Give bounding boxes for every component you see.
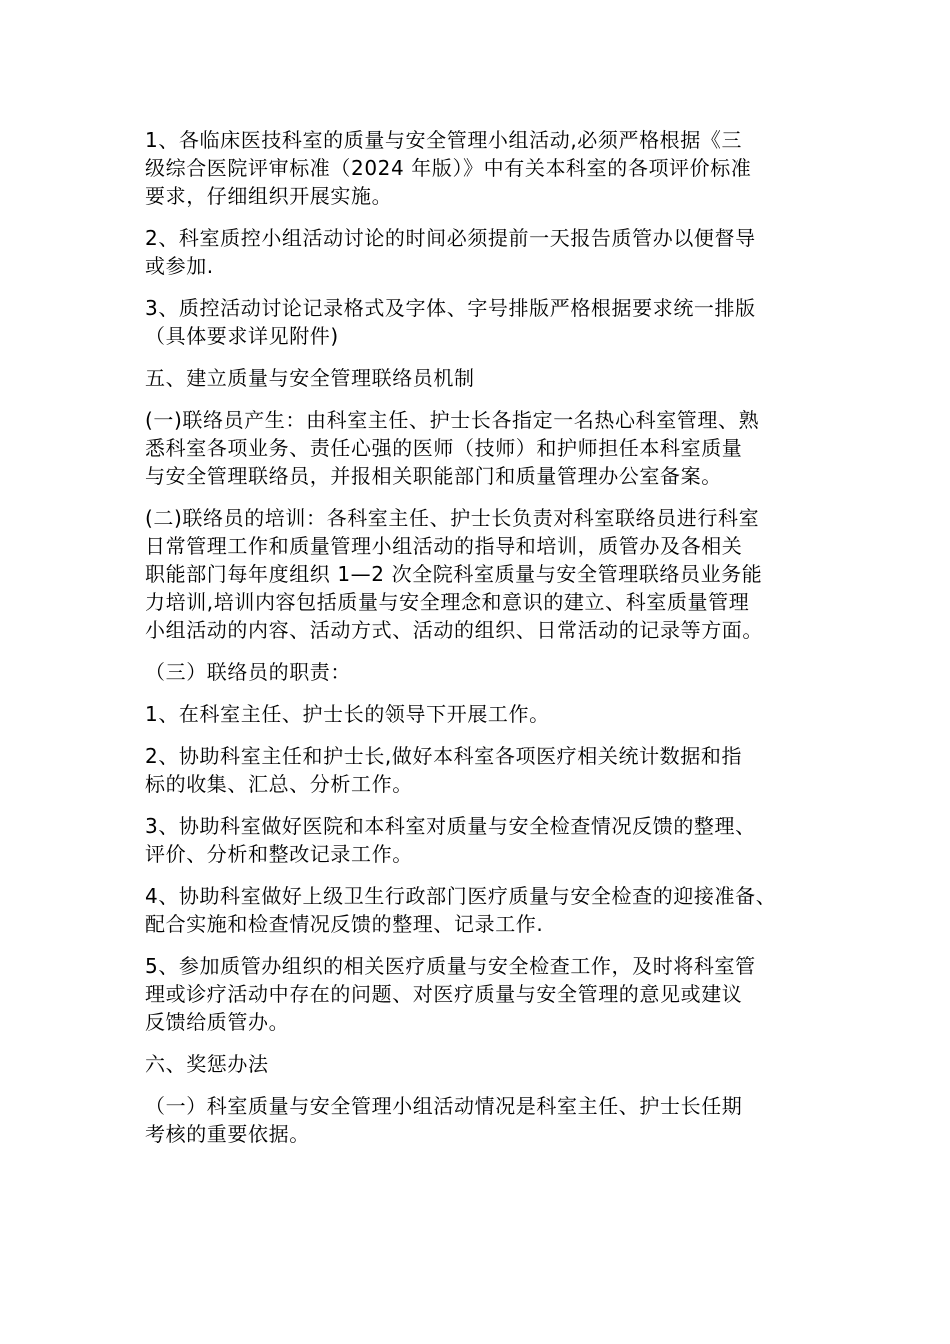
text-line: 4、协助科室做好上级卫生行政部门医疗质量与安全检查的迎接准备、 — [145, 884, 777, 908]
text-line: 1、各临床医技科室的质量与安全管理小组活动,必须严格根据《三 — [145, 128, 743, 152]
text-line: 力培训,培训内容包括质量与安全理念和意识的建立、科室质量管理 — [145, 590, 750, 614]
text-line: 与安全管理联络员，并报相关职能部门和质量管理办公室备案。 — [145, 464, 722, 488]
paragraph — [145, 882, 830, 938]
text-line: 考核的重要依据。 — [145, 1122, 310, 1146]
paragraph — [145, 294, 830, 350]
text-line: 配合实施和检查情况反馈的整理、记录工作. — [145, 912, 544, 936]
text-line: 悉科室各项业务、责任心强的医师（技师）和护师担任本科室质量 — [145, 436, 743, 460]
paragraph — [145, 504, 830, 644]
text-line: 5、参加质管办组织的相关医疗质量与安全检查工作，及时将科室管 — [145, 954, 756, 978]
text-line: 2、科室质控小组活动讨论的时间必须提前一天报告质管办以便督导 — [145, 226, 756, 250]
paragraph — [145, 812, 830, 868]
text-line: 小组活动的内容、活动方式、活动的组织、日常活动的记录等方面。 — [145, 618, 763, 642]
text-line: 标的收集、汇总、分析工作。 — [145, 772, 413, 796]
text-line: 理或诊疗活动中存在的问题、对医疗质量与安全管理的意见或建议 — [145, 982, 743, 1006]
text-line: (二)联络员的培训：各科室主任、护士长负责对科室联络员进行科室 — [145, 506, 760, 530]
text-line: (一)联络员产生：由科室主任、护士长各指定一名热心科室管理、熟 — [145, 408, 760, 432]
text-line: 要求，仔细组织开展实施。 — [145, 184, 393, 208]
paragraph — [145, 952, 830, 1036]
paragraph — [145, 658, 830, 686]
text-line: 六、奖惩办法 — [145, 1052, 269, 1076]
paragraph — [145, 700, 830, 728]
text-line: 反馈给质管办。 — [145, 1010, 290, 1034]
text-line: 3、协助科室做好医院和本科室对质量与安全检查情况反馈的整理、 — [145, 814, 756, 838]
paragraph — [145, 742, 830, 798]
paragraph — [145, 126, 830, 210]
text-line: （具体要求详见附件) — [145, 324, 339, 348]
paragraph — [145, 364, 830, 392]
text-line: 1、在科室主任、护士长的领导下开展工作。 — [145, 702, 550, 726]
text-line: 职能部门每年度组织 1—2 次全院科室质量与安全管理联络员业务能 — [145, 562, 763, 586]
paragraph — [145, 406, 830, 490]
text-line: 3、质控活动讨论记录格式及字体、字号排版严格根据要求统一排版 — [145, 296, 756, 320]
text-line: 级综合医院评审标准（2024 年版）》中有关本科室的各项评价标准 — [145, 156, 752, 180]
paragraph — [145, 1050, 830, 1078]
text-line: 评价、分析和整改记录工作。 — [145, 842, 413, 866]
paragraph — [145, 224, 830, 280]
text-line: 日常管理工作和质量管理小组活动的指导和培训，质管办及各相关 — [145, 534, 743, 558]
text-line: （三）联络员的职责： — [145, 660, 351, 684]
text-line: （一）科室质量与安全管理小组活动情况是科室主任、护士长任期 — [145, 1094, 743, 1118]
text-line: 2、协助科室主任和护士长,做好本科室各项医疗相关统计数据和指 — [145, 744, 743, 768]
text-line: 或参加. — [145, 254, 214, 278]
paragraph — [145, 1092, 830, 1148]
text-line: 五、建立质量与安全管理联络员机制 — [145, 366, 475, 390]
